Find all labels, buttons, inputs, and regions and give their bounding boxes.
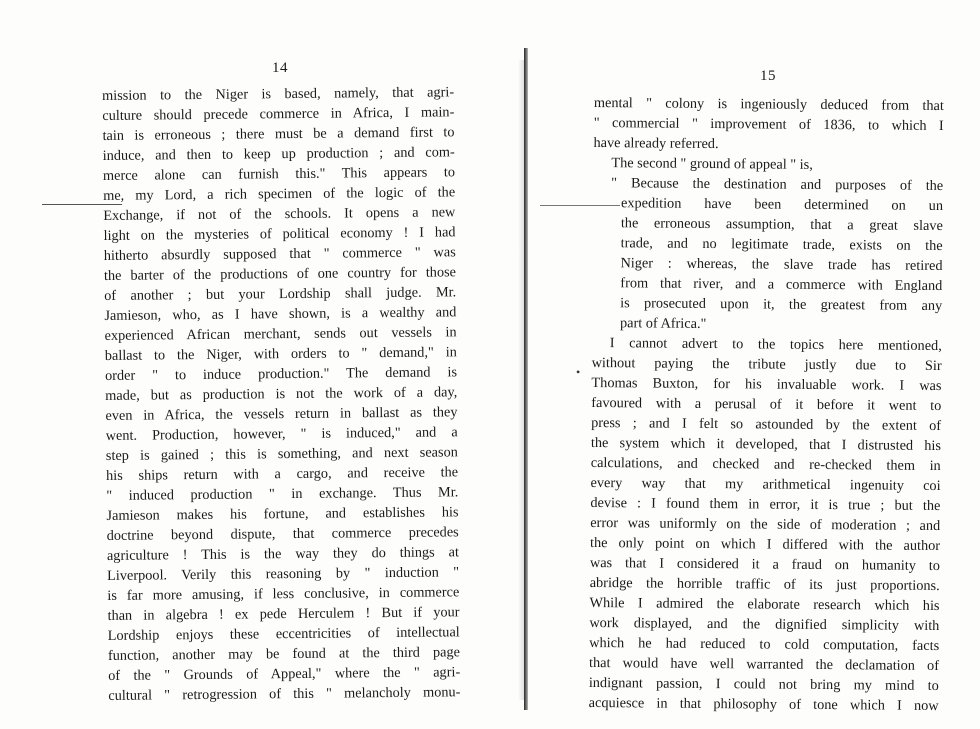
- text-line: " Because the destination and purposes of the: [611, 175, 944, 195]
- left-page-text: [102, 82, 460, 706]
- text-line: Jamieson, who, as I have shown, is a wealthy and: [104, 304, 457, 324]
- text-line: acquiesce in that philosophy of tone which I now: [588, 694, 939, 715]
- text-line: press ; and I felt so astounded by the extent of: [591, 414, 942, 435]
- text-line: of another ; but your Lordship shall judge. Mr.: [104, 284, 457, 304]
- text-line: While I admired the elaborate research which his: [589, 594, 940, 615]
- book-gutter: [524, 48, 528, 710]
- text-line: his ships return with a cargo, and receive the: [106, 464, 459, 484]
- text-line: tain is erroneous ; there must be a demand first to: [102, 124, 455, 144]
- text-line: order " to induce production." The demand is: [104, 364, 458, 384]
- page-number-right: 15: [760, 68, 776, 84]
- text-line: the system which it developed, that I distrusted his: [590, 434, 942, 455]
- text-line: error was uniformly on the side of moderation ; and: [590, 514, 941, 535]
- text-line: step is gained ; this is something, and next season: [105, 444, 458, 464]
- text-line: experienced African merchant, sends out vessels in: [104, 324, 457, 344]
- text-line: The second " ground of appeal " is,: [611, 155, 813, 173]
- text-line: Exchange, if not of the schools. It opens a new: [103, 204, 456, 224]
- text-line: devise : I found them in error, it is true ; but the: [590, 494, 941, 515]
- text-line: cultural " retrogression of this " melancholy monu-: [108, 684, 461, 704]
- text-line: doctrine beyond dispute, that commerce precedes: [106, 524, 459, 544]
- text-line: went. Production, however, " is induced," and a: [105, 424, 458, 444]
- text-line: induce, and then to keep up production ; and com-: [102, 144, 455, 164]
- text-line: even in Africa, the vessels return in ballast as they: [105, 404, 458, 424]
- text-line: expedition have been determined on un: [620, 195, 944, 215]
- text-line: without paying the tribute justly due to Sir: [591, 354, 942, 375]
- text-line: of the " Grounds of Appeal," where the " agri-: [108, 664, 461, 684]
- margin-mark: •: [576, 365, 581, 379]
- right-page-text: [589, 93, 944, 716]
- text-line: mission to the Niger is based, namely, that agri-: [102, 84, 455, 104]
- text-line: the erroneous assumption, that a great slave: [620, 215, 943, 235]
- text-line: ballast to the Niger, with orders to " demand," in: [104, 344, 457, 364]
- text-line: indignant passion, I could not bring my mind to: [588, 674, 939, 695]
- text-line: is prosecuted upon it, the greatest from any: [620, 295, 943, 315]
- text-line: trade, and no legitimate trade, exists on the: [620, 235, 943, 255]
- text-line: " induced production " in exchange. Thus Mr.: [106, 484, 459, 504]
- text-line: was that I considered it a fraud on humanity to: [589, 554, 940, 575]
- text-line: every way that my arithmetical ingenuity coi: [590, 474, 941, 495]
- text-line: calculations, and checked and re-checked them in: [590, 454, 941, 475]
- text-line: the only point on which I differed with the author: [590, 534, 941, 555]
- text-line: me, my Lord, a rich specimen of the logic of the: [103, 184, 456, 204]
- text-line: the barter of the productions of one country for those: [103, 264, 457, 284]
- text-line: Niger : whereas, the slave trade has retired: [620, 255, 943, 275]
- text-line: agriculture ! This is the way they do things at: [106, 544, 459, 564]
- text-line: I cannot advert to the topics here mentioned,: [609, 335, 942, 355]
- text-line: from that river, and a commerce with England: [620, 275, 943, 295]
- text-line: mental " colony is ingeniously deduced from that: [593, 94, 944, 115]
- text-line: culture should precede commerce in Africa, I main-: [102, 104, 455, 124]
- text-line: Thomas Buxton, for his invaluable work. I was: [591, 374, 942, 395]
- text-line: have already referred.: [593, 134, 719, 153]
- text-line: is far more amusing, if less conclusive, in commerce: [107, 584, 460, 604]
- text-line: Jamieson makes his fortune, and establishes his: [106, 504, 459, 524]
- text-line: abridge the horrible traffic of its just proportions.: [589, 574, 940, 595]
- text-line: that would have well warranted the declamation of: [588, 654, 940, 675]
- text-line: light on the mysteries of political economy ! I had: [103, 224, 456, 244]
- text-line: Liverpool. Verily this reasoning by " induction ": [107, 564, 460, 584]
- text-line: than in algebra ! ex pede Herculem ! But if your: [107, 604, 460, 624]
- page-number-left: 14: [272, 60, 288, 76]
- text-line: " commercial " improvement of 1836, to which I: [593, 114, 944, 135]
- text-line: function, another may be found at the third page: [107, 644, 461, 664]
- text-line: made, but as production is not the work of a day,: [105, 384, 458, 404]
- text-line: Lordship enjoys these eccentricities of intellectual: [107, 624, 460, 644]
- text-line: which he had reduced to cold computation, facts: [589, 634, 940, 655]
- text-line: favoured with a perusal of it before it went to: [591, 394, 942, 415]
- text-line: hitherto absurdly supposed that " commerce " was: [103, 244, 456, 264]
- text-line: work displayed, and the dignified simplicity with: [589, 614, 940, 635]
- text-line: merce alone can furnish this." This appears to: [102, 164, 456, 184]
- text-line: part of Africa.": [619, 315, 707, 332]
